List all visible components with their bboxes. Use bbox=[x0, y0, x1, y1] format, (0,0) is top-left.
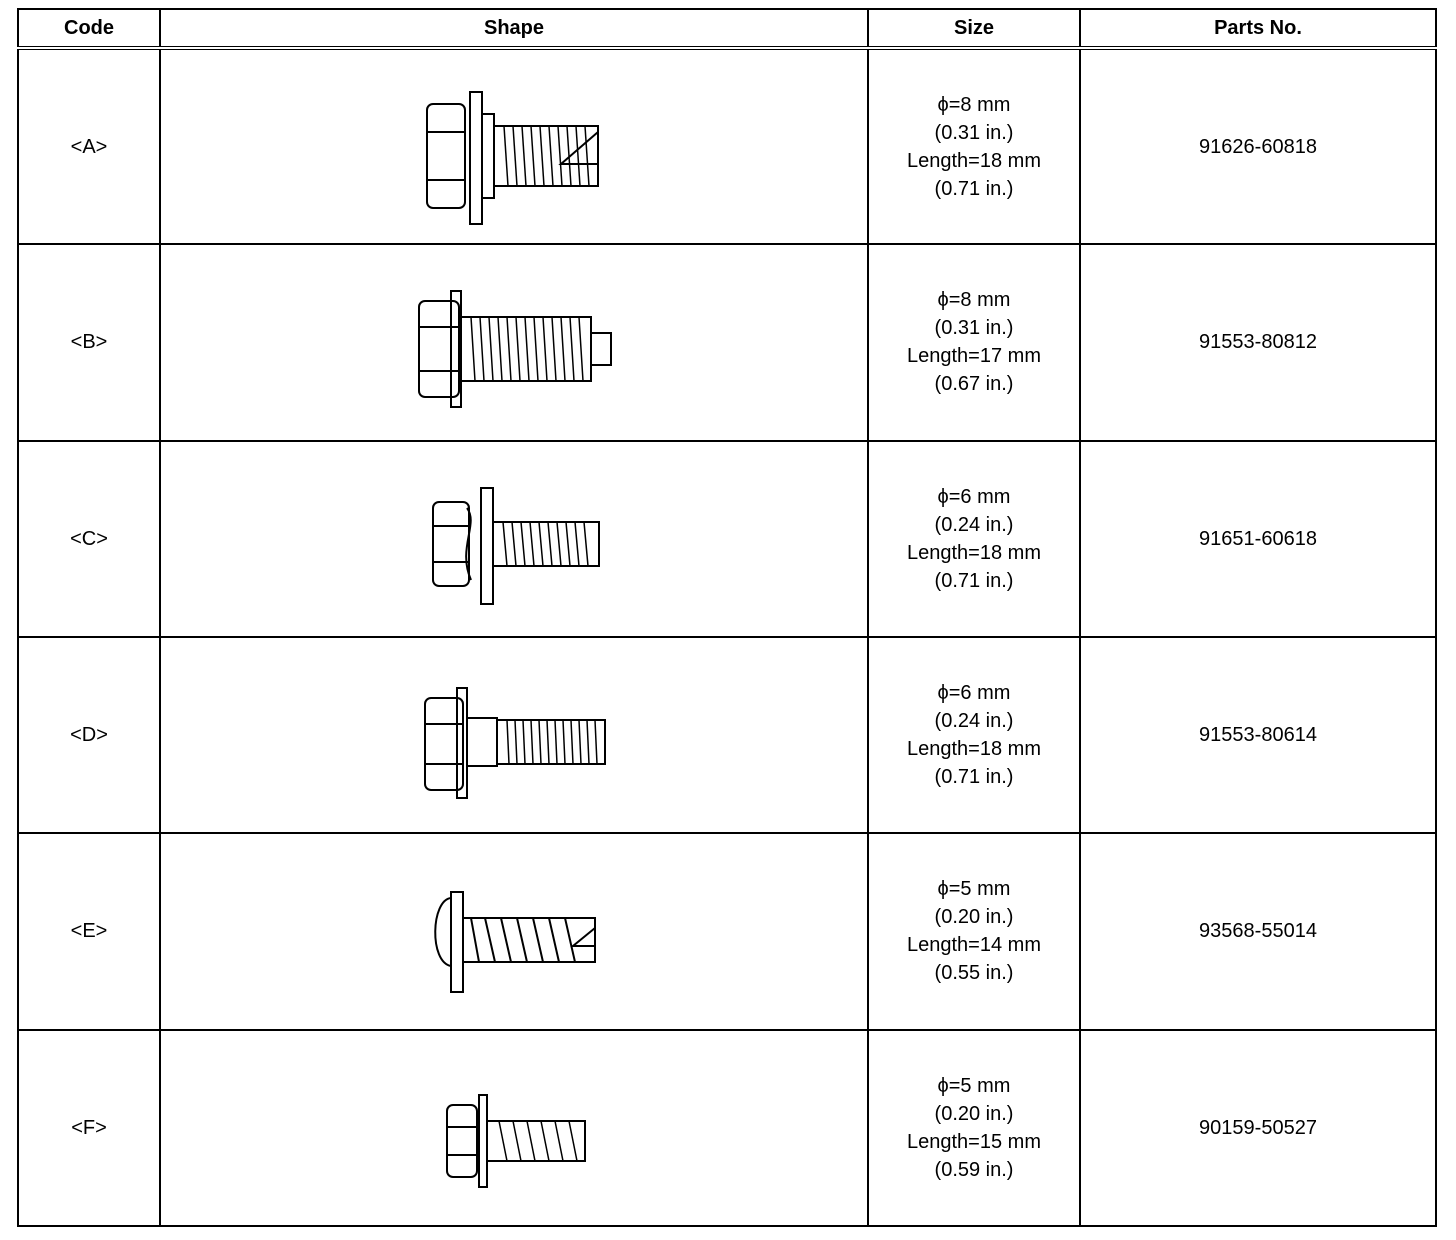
header-row bbox=[18, 9, 1436, 48]
cell-size bbox=[868, 441, 1080, 637]
cell-code: <F> bbox=[18, 1030, 160, 1226]
table-row bbox=[18, 48, 1436, 244]
size-diameter: ϕ=5 mm bbox=[937, 1074, 1011, 1097]
cell-code: <C> bbox=[18, 441, 160, 637]
size-diameter: ϕ=6 mm bbox=[937, 485, 1011, 508]
size-length-in: (0.59 in.) bbox=[934, 1158, 1014, 1181]
size-diameter: ϕ=6 mm bbox=[937, 682, 1011, 705]
size-diameter-in: (0.24 in.) bbox=[934, 513, 1014, 536]
size-diameter-in: (0.31 in.) bbox=[934, 121, 1014, 144]
size-diameter-in: (0.24 in.) bbox=[934, 710, 1014, 733]
parts-table bbox=[17, 8, 1437, 1227]
size-diameter: ϕ=5 mm bbox=[937, 878, 1011, 901]
size-length-in: (0.71 in.) bbox=[934, 569, 1014, 592]
cell-shape bbox=[160, 637, 868, 833]
table-row bbox=[18, 244, 1436, 440]
size-length: Length=18 mm bbox=[907, 149, 1041, 172]
cell-size bbox=[868, 1030, 1080, 1226]
header-parts-no: Parts No. bbox=[1080, 9, 1436, 48]
cell-parts-no: 91651-60618 bbox=[1080, 441, 1436, 637]
cell-shape bbox=[160, 441, 868, 637]
cell-parts-no: 91553-80614 bbox=[1080, 637, 1436, 833]
header-code: Code bbox=[18, 9, 160, 48]
cell-size bbox=[868, 48, 1080, 244]
cell-parts-no: 93568-55014 bbox=[1080, 833, 1436, 1029]
header-shape: Shape bbox=[160, 9, 868, 48]
size-diameter-in: (0.20 in.) bbox=[934, 906, 1014, 929]
cell-shape bbox=[160, 244, 868, 440]
cell-size bbox=[868, 637, 1080, 833]
size-length-in: (0.71 in.) bbox=[934, 177, 1014, 200]
size-diameter: ϕ=8 mm bbox=[937, 93, 1011, 116]
cell-shape bbox=[160, 48, 868, 244]
size-diameter: ϕ=8 mm bbox=[937, 289, 1011, 312]
size-length: Length=15 mm bbox=[907, 1130, 1041, 1153]
hex-tapping-screw-with-washer-icon bbox=[161, 1033, 869, 1223]
size-length-in: (0.71 in.) bbox=[934, 766, 1014, 789]
size-diameter-in: (0.20 in.) bbox=[934, 1102, 1014, 1125]
size-length-in: (0.55 in.) bbox=[934, 962, 1014, 985]
hex-bolt-with-spring-washer-icon bbox=[161, 444, 869, 634]
size-length-in: (0.67 in.) bbox=[934, 373, 1014, 396]
size-diameter-in: (0.31 in.) bbox=[934, 317, 1014, 340]
size-length: Length=17 mm bbox=[907, 345, 1041, 368]
size-length: Length=18 mm bbox=[907, 738, 1041, 761]
table-row bbox=[18, 637, 1436, 833]
flange-hex-bolt-with-washer-icon bbox=[161, 52, 869, 242]
cell-shape bbox=[160, 1030, 868, 1226]
header-size: Size bbox=[868, 9, 1080, 48]
cell-parts-no: 91553-80812 bbox=[1080, 244, 1436, 440]
cell-code: <D> bbox=[18, 637, 160, 833]
cell-parts-no: 90159-50527 bbox=[1080, 1030, 1436, 1226]
cell-code: <E> bbox=[18, 833, 160, 1029]
pan-head-tapping-screw-icon bbox=[161, 836, 869, 1026]
cell-code: <B> bbox=[18, 244, 160, 440]
cell-parts-no: 91626-60818 bbox=[1080, 48, 1436, 244]
table-row bbox=[18, 1030, 1436, 1226]
size-length: Length=18 mm bbox=[907, 541, 1041, 564]
cell-size bbox=[868, 833, 1080, 1029]
flange-hex-bolt-icon bbox=[161, 640, 869, 830]
table-row bbox=[18, 441, 1436, 637]
cell-shape bbox=[160, 833, 868, 1029]
flange-hex-bolt-with-pilot-icon bbox=[161, 247, 869, 437]
size-length: Length=14 mm bbox=[907, 934, 1041, 957]
cell-code: <A> bbox=[18, 48, 160, 244]
table-row bbox=[18, 833, 1436, 1029]
cell-size bbox=[868, 244, 1080, 440]
